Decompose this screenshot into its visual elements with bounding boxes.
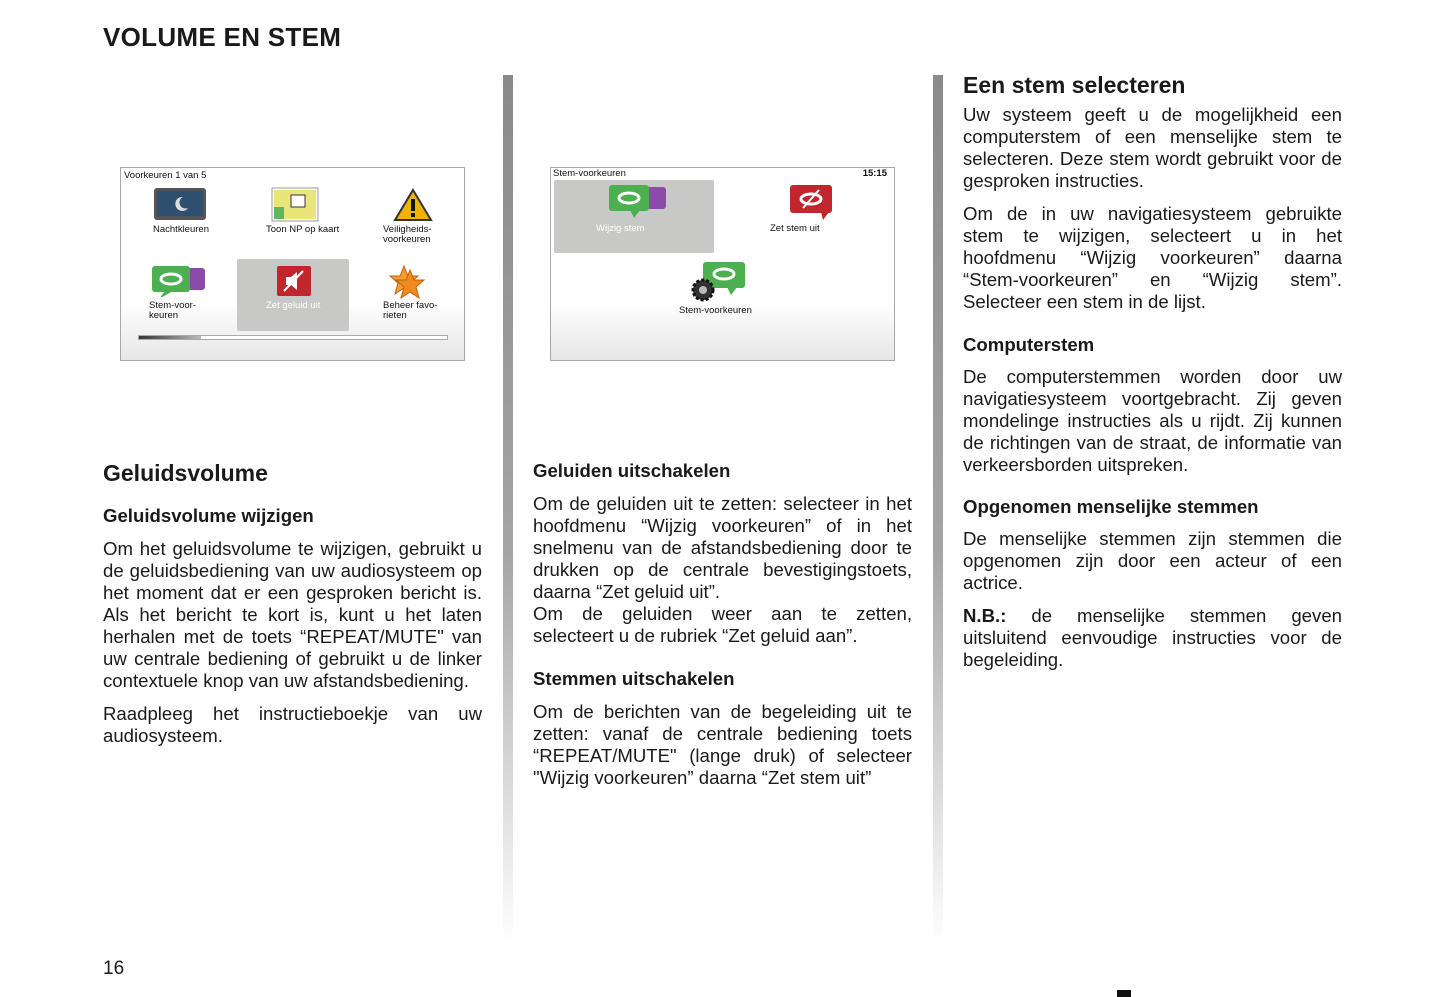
note-label: N.B.: bbox=[963, 605, 1007, 626]
section-heading: Een stem selecteren bbox=[963, 72, 1186, 98]
paragraph: Om het geluidsvolume te wijzigen, gebruikt u de geluidsbediening van uw audiosysteem op het moment dat er een gesproken bericht is. Als het bericht te kort is, kunt u het laten herhalen met de toets “REPEAT/MUTE" van uw centrale bediening of gebruikt u de linker contextuele knop van uw afstandsbediening. bbox=[103, 538, 482, 691]
menu-item-zet-stem-uit: Zet stem uit bbox=[770, 223, 820, 234]
paragraph: De menselijke stemmen zijn stemmen die opgenomen zijn door een acteur of een actrice. bbox=[963, 528, 1342, 593]
page-marker bbox=[1117, 990, 1131, 997]
clock: 15:15 bbox=[862, 168, 887, 179]
screen-header: Voorkeuren 1 van 5 bbox=[124, 170, 207, 181]
paragraph: Om de geluiden uit te zetten: selecteer in het hoofdmenu “Wijzig voorkeuren” of in het snelmenu van de afstandsbediening door te drukken op de centrale bevestigingstoets, daarna “Zet geluid uit”. bbox=[533, 493, 912, 602]
column-divider bbox=[503, 75, 513, 945]
paragraph: Om de in uw navigatiesysteem gebruikte stem te wijzigen, selecteert u in het hoofdmenu “Wijzig voorkeuren” daarna “Stem-voorkeuren” en “Wijzig stem”. Selecteer een stem in de lijst. bbox=[963, 203, 1342, 312]
page-progress-bar bbox=[138, 335, 448, 340]
paragraph: Om de berichten van de begeleiding uit te zetten: vanaf de centrale bediening toets “REPEAT/MUTE" (lange druk) of selecteer "Wijzig voorkeuren” daarna “Zet stem uit” bbox=[533, 701, 912, 788]
change-voice-icon bbox=[608, 184, 668, 222]
subheading: Opgenomen menselijke stemmen bbox=[963, 496, 1259, 517]
page-number: 16 bbox=[103, 958, 125, 979]
paragraph: Raadpleeg het instructieboekje van uw audiosysteem. bbox=[103, 703, 482, 746]
voice-prefs-icon bbox=[151, 265, 207, 297]
menu-item-veiligheid: Veiligheids-voorkeuren bbox=[383, 224, 432, 245]
column-divider bbox=[933, 75, 943, 945]
warning-icon bbox=[393, 188, 433, 222]
menu-item-beheer-favorieten: Beheer favo-rieten bbox=[383, 300, 438, 321]
page-title: VOLUME EN STEM bbox=[103, 22, 342, 52]
section-heading: Geluidsvolume bbox=[103, 460, 268, 486]
night-colors-icon bbox=[153, 187, 207, 221]
subheading: Computerstem bbox=[963, 334, 1095, 355]
menu-item-nachtkleuren: Nachtkleuren bbox=[153, 224, 209, 235]
subheading: Geluidsvolume wijzigen bbox=[103, 505, 314, 526]
paragraph: De computerstemmen worden door uw navigatiesysteem voortgebracht. Zij geven mondelinge instructies als u rijdt. Zij kunnen de richtingen van de straat, de informatie van verkeersborden uitspreken. bbox=[963, 366, 1342, 475]
subheading: Stemmen uitschakelen bbox=[533, 668, 735, 689]
subheading: Geluiden uitschakelen bbox=[533, 460, 731, 481]
menu-item-stem-voorkeuren: Stem-voorkeuren bbox=[679, 305, 752, 316]
screen-header: Stem-voorkeuren bbox=[553, 168, 626, 179]
paragraph: Uw systeem geeft u de mogelijkheid een computerstem of een menselijke stem te selecteren. Deze stem wordt gebruikt voor de gesproken instructies. bbox=[963, 104, 1342, 191]
menu-item-wijzig-stem: Wijzig stem bbox=[596, 223, 645, 234]
preferences-screen-illustration bbox=[120, 167, 465, 361]
mute-icon bbox=[276, 265, 312, 299]
note-paragraph bbox=[963, 605, 1342, 671]
menu-item-toon-np: Toon NP op kaart bbox=[266, 224, 340, 235]
menu-item-zet-geluid-uit: Zet geluid uit bbox=[266, 300, 321, 311]
voice-settings-gear-icon bbox=[691, 261, 747, 303]
voice-preferences-screen-illustration bbox=[550, 167, 895, 361]
voice-off-icon bbox=[789, 184, 833, 222]
favorites-stars-icon bbox=[386, 264, 426, 300]
menu-item-stem-voorkeuren: Stem-voor-keuren bbox=[149, 300, 196, 321]
note-text: de menselijke stemmen geven uitsluitend eenvoudige instructies voor de begeleiding. bbox=[963, 605, 1342, 670]
poi-map-icon bbox=[271, 187, 319, 222]
paragraph: Om de geluiden weer aan te zetten, selecteert u de rubriek “Zet geluid aan”. bbox=[533, 603, 912, 646]
